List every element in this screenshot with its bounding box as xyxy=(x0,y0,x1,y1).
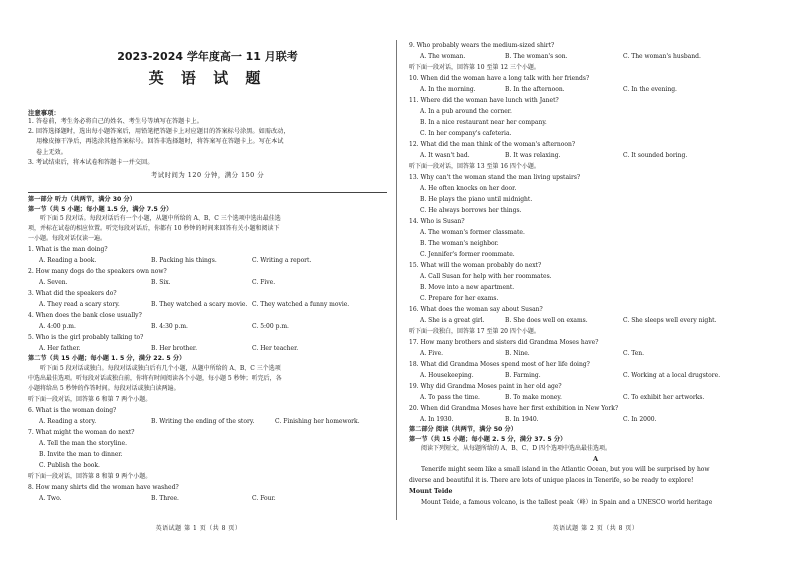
instruction-line: 听下面 5 段对话。每段对话后有一个小题，从题中所给的 A、B、C 三个选项中选出最佳选 xyxy=(40,215,281,223)
passage-line: diverse and beautiful it is. There are lots of unique places in Tenerife, so be ready to explore! xyxy=(409,477,694,485)
option-c: C. In the evening. xyxy=(623,86,677,93)
options-18 xyxy=(409,370,782,381)
part2-section1-heading: 第一节（共 15 小题；每小题 2. 5 分，满分 37. 5 分） xyxy=(409,435,567,443)
option-c: C. She sleeps well every night. xyxy=(623,317,717,324)
option-a: A. She is a great girl. xyxy=(420,317,485,324)
exam-subtitle: 英 语 试 题 xyxy=(148,69,267,87)
question-14: 14. Who is Susan? xyxy=(409,218,465,225)
option-b: B. 4:30 p.m. xyxy=(151,323,188,331)
option-b: B. She does well on exams. xyxy=(505,317,588,324)
section2-heading: 第二节（共 15 小题；每小题 1. 5 分，满分 22. 5 分） xyxy=(28,355,186,363)
option-a: A. Five. xyxy=(420,350,444,357)
option-c: C. Publish the book. xyxy=(39,461,100,469)
option-c: C. He always borrows her things. xyxy=(420,207,522,214)
instruction-line: 项，并标在试卷的相应位置。听完每段对话后，你都有 10 秒钟的时间来回答有关小题和阅读下 xyxy=(28,225,280,233)
option-b: B. The woman's son. xyxy=(505,53,568,60)
question-16: 16. What does the woman say about Susan? xyxy=(409,306,543,313)
question-7: 7. What might the woman do next? xyxy=(28,428,135,436)
options-2 xyxy=(28,277,387,288)
passage-label: A xyxy=(592,455,599,464)
option-b: B. Farming. xyxy=(505,372,541,379)
passage-line: Mount Teide, a famous volcano, is the tallest peak（峰）in Spain and a UNESCO world heritage xyxy=(421,499,713,507)
options-4 xyxy=(28,321,387,332)
option-b: B. Invite the man to dinner. xyxy=(39,450,123,458)
options-17 xyxy=(409,348,782,359)
option-b: B. Her brother. xyxy=(151,345,198,353)
reading-instruction: 阅读下列短文，从每题所给的 A、B、C、D 四个选项中选出最佳选项。 xyxy=(421,445,611,453)
notice-line: 3. 考试结束后，将本试卷和答题卡一并交回。 xyxy=(28,158,154,166)
option-b: B. Three. xyxy=(151,494,179,502)
notice-line: 1. 答卷前，考生务必将自己的姓名、考生号等填写在答题卡上。 xyxy=(28,118,203,125)
option-c: C. Five. xyxy=(252,279,276,287)
exam-title: 2023-2024 学年度高一 11 月联考 xyxy=(117,50,298,63)
options-10 xyxy=(409,84,782,95)
option-c: C. Working at a local drugstore. xyxy=(623,372,721,379)
question-10: 10. When did the woman have a long talk with her friends? xyxy=(409,75,590,82)
option-c: C. Her teacher. xyxy=(252,345,299,353)
option-b: B. He plays the piano until midnight. xyxy=(420,196,533,203)
option-b: B. Nine. xyxy=(505,350,530,357)
instruction-line: 一小题。每段对话仅读一遍。 xyxy=(28,235,107,243)
question-15: 15. What will the woman probably do next? xyxy=(409,262,542,269)
listening-note: 听下面一段独白，回答第 17 至第 20 四个小题。 xyxy=(409,328,540,335)
options-12 xyxy=(409,150,782,161)
option-a: A. They read a scary story. xyxy=(39,301,120,309)
option-a: A. Tell the man the storyline. xyxy=(39,439,128,447)
question-11: 11. Where did the woman have lunch with Janet? xyxy=(409,97,559,104)
option-a: A. Reading a story. xyxy=(39,417,97,425)
option-a: A. 4:00 p.m. xyxy=(39,323,76,331)
listening-note: 听下面一段对话，回答第 13 至第 16 四个小题。 xyxy=(409,163,540,170)
page-footer: 英语试题 第 2 页（共 8 页） xyxy=(552,525,639,532)
option-a: A. In 1930. xyxy=(420,416,454,423)
passage-line: Tenerife might seem like a small island in the Atlantic Ocean, but you will be surprised by how xyxy=(421,466,710,474)
options-19 xyxy=(409,392,782,403)
option-b: B. They watched a scary movie. xyxy=(151,301,248,309)
option-c: C. To exhibit her artworks. xyxy=(623,394,705,401)
option-c: C. Writing a report. xyxy=(252,257,312,265)
instruction-line: 听下面 5 段对话或独白。每段对话或独白后有几个小题，从题中所给的 A、B、C 三个选项 xyxy=(40,364,281,372)
options-8 xyxy=(28,493,387,504)
page-footer: 英语试题 第 1 页（共 8 页） xyxy=(155,525,242,532)
question-1: 1. What is the man doing? xyxy=(28,246,108,254)
question-20: 20. When did Grandma Moses have her first exhibition in New York? xyxy=(409,405,619,412)
option-c: C. Finishing her homework. xyxy=(275,417,360,425)
option-c: C. It sounded boring. xyxy=(623,152,688,159)
option-b: B. Six. xyxy=(151,279,171,287)
option-b: B. To make money. xyxy=(505,394,562,401)
options-5 xyxy=(28,343,387,354)
option-a: A. It wasn't bad. xyxy=(420,152,470,159)
question-5: 5. Who is the girl probably talking to? xyxy=(28,334,144,342)
option-a: A. He often knocks on her door. xyxy=(420,185,517,192)
option-a: A. To pass the time. xyxy=(420,394,480,401)
passage-subheading: Mount Teide xyxy=(409,488,453,496)
option-a: A. The woman. xyxy=(420,53,466,60)
listening-note: 听下面一段对话，回答第 6 和第 7 两个小题。 xyxy=(28,395,152,403)
question-12: 12. What did the man think of the woman's afternoon? xyxy=(409,141,576,148)
question-2: 2. How many dogs do the speakers own now? xyxy=(28,268,167,276)
option-c: C. 5:00 p.m. xyxy=(252,323,289,331)
question-4: 4. When does the bank close usually? xyxy=(28,312,142,320)
option-b: B. Packing his things. xyxy=(151,257,217,265)
option-c: C. In 2000. xyxy=(623,416,657,423)
question-9: 9. Who probably wears the medium-sized shirt? xyxy=(409,42,555,49)
option-b: B. It was relaxing. xyxy=(505,152,561,159)
question-3: 3. What did the speakers do? xyxy=(28,290,117,298)
section1-heading: 第一节（共 5 小题；每小题 1.5 分，满分 7.5 分） xyxy=(28,205,173,213)
option-a: A. Reading a book. xyxy=(39,257,97,265)
options-6 xyxy=(28,416,387,427)
page-right xyxy=(397,0,794,562)
option-c: C. In her company's cafeteria. xyxy=(420,130,512,137)
option-c: C. Four. xyxy=(252,494,276,502)
option-b: B. In 1940. xyxy=(505,416,539,423)
part2-heading: 第二部分 阅读（共两节，满分 50 分） xyxy=(409,426,517,433)
divider xyxy=(28,192,387,193)
part1-heading: 第一部分 听力（共两节，满分 30 分） xyxy=(28,196,136,204)
option-b: B. In a nice restaurant near her company. xyxy=(420,119,547,126)
option-c: C. Ten. xyxy=(623,350,645,357)
notice-line: 用橡皮擦干净后，再选涂其他答案标号。回答非选择题时，将答案写在答题卡上。写在本试 xyxy=(36,138,284,146)
option-a: A. Call Susan for help with her roommates. xyxy=(420,273,552,280)
question-6: 6. What is the woman doing? xyxy=(28,406,117,414)
question-8: 8. How many shirts did the woman have washed? xyxy=(28,483,179,491)
question-18: 18. What did Grandma Moses spend most of her life doing? xyxy=(409,361,590,368)
options-9 xyxy=(409,51,782,62)
option-c: C. Jennifer's former roommate. xyxy=(420,251,515,258)
listening-note: 听下面一段对话，回答第 8 和第 9 两个小题。 xyxy=(28,472,152,480)
option-c: C. Prepare for her exams. xyxy=(420,295,499,302)
notice-line: 2. 回答选择题时，选出每小题答案后，用铅笔把答题卡上对应题目的答案标号涂黑。如需改动， xyxy=(28,128,290,136)
option-c: C. They watched a funny movie. xyxy=(252,301,350,309)
option-a: A. Seven. xyxy=(39,279,68,287)
exam-time: 考试时间为 120 分钟，满分 150 分 xyxy=(150,171,265,180)
options-1 xyxy=(28,255,387,266)
options-20 xyxy=(409,414,782,425)
option-b: B. Writing the ending of the story. xyxy=(151,417,255,425)
question-13: 13. Why can't the woman stand the man living upstairs? xyxy=(409,174,581,181)
option-b: B. The woman's neighbor. xyxy=(420,240,499,247)
option-a: A. Her father. xyxy=(39,345,81,353)
question-17: 17. How many brothers and sisters did Grandma Moses have? xyxy=(409,339,599,346)
option-a: A. In a pub around the corner. xyxy=(420,108,512,115)
instruction-line: 中选出最佳选项。听每段对话或独白前，你将有时间阅读各个小题，每小题 5 秒钟；听完后，各 xyxy=(28,374,282,382)
question-19: 19. Why did Grandma Moses paint in her old age? xyxy=(409,383,562,390)
option-a: A. The woman's former classmate. xyxy=(420,229,525,236)
option-c: C. The woman's husband. xyxy=(623,53,701,60)
instruction-line: 小题将给出 5 秒钟的作答时间。每段对话或独白读两遍。 xyxy=(28,384,180,392)
notice-line: 卷上无效。 xyxy=(36,148,67,156)
option-a: A. In the morning. xyxy=(420,86,476,93)
option-a: A. Two. xyxy=(39,494,62,502)
listening-note: 听下面一段对话，回答第 10 至第 12 三个小题。 xyxy=(409,64,540,71)
notice-list xyxy=(28,117,387,168)
option-a: A. Housekeeping. xyxy=(420,372,474,379)
notice-heading: 注意事项： xyxy=(28,109,60,117)
option-b: B. Move into a new apartment. xyxy=(420,284,515,291)
option-b: B. In the afternoon. xyxy=(505,86,565,93)
options-16 xyxy=(409,315,782,326)
options-3 xyxy=(28,299,387,310)
